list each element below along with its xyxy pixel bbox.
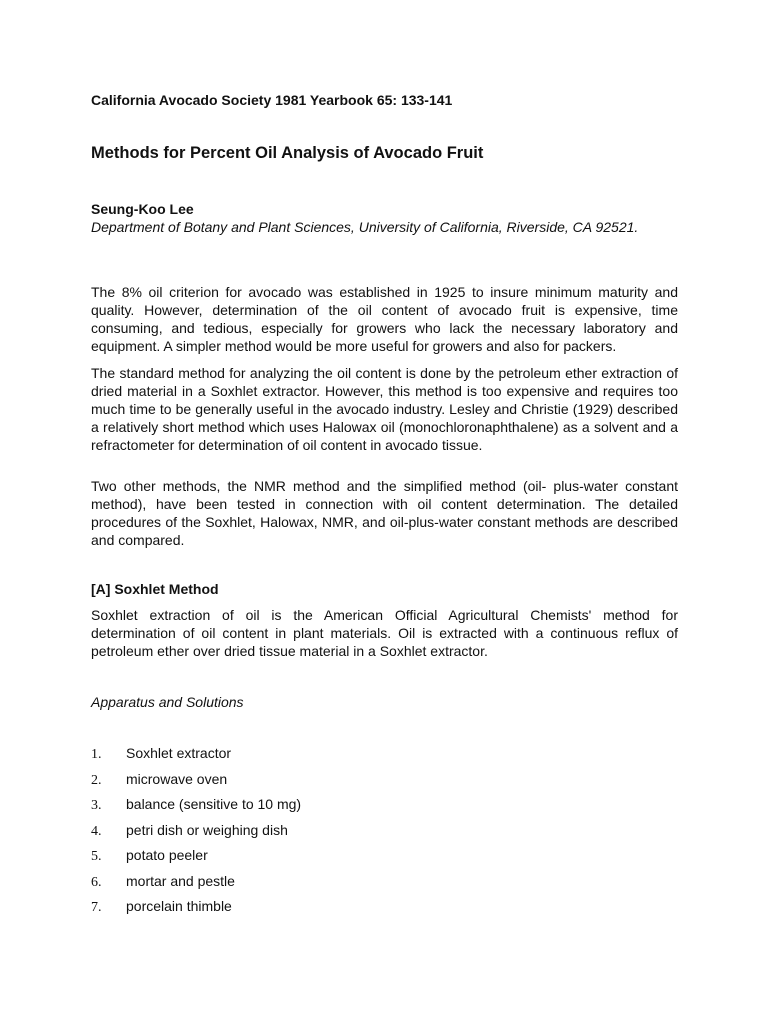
apparatus-subheading: Apparatus and Solutions [91,694,244,710]
journal-citation: California Avocado Society 1981 Yearbook 65: 133-141 [91,92,453,108]
list-item-number: 6. [91,874,102,890]
list-item-text: porcelain thimble [126,898,232,914]
list-item-text: petri dish or weighing dish [126,821,288,838]
intro-paragraph-3: Two other methods, the NMR method and the simplified method (oil- plus-water constant method), have been tested in connection with oil content determination. The detailed procedures of the Soxhlet, Halowax, NMR, and oil-plus-water constant methods are described and compared. [91,478,678,548]
intro-paragraph-2: The standard method for analyzing the oil content is done by the petroleum ether extraction of dried material in a Soxhlet extractor. However, this method is too expensive and requires too much time to be generally useful in the avocado industry. Lesley and Christie (1929) described a relatively short method which uses Halowax oil (monochloronaphthalene) as a solvent and a refractometer for determination of oil content in avocado tissue. [91,365,678,453]
list-item-number: 3. [91,798,102,813]
list-item-text: microwave oven [126,770,228,787]
apparatus-list [91,744,301,923]
list-item-text: Soxhlet extractor [126,745,232,761]
list-item [91,770,301,796]
paper-title: Methods for Percent Oil Analysis of Avocado Fruit [91,144,484,162]
list-item [91,872,301,898]
list-item [91,821,301,847]
list-item [91,795,301,821]
list-item [91,897,301,923]
author-affiliation: Department of Botany and Plant Sciences, University of California, Riverside, CA 92521. [91,219,639,235]
list-item-text: balance (sensitive to 10 mg) [126,796,302,812]
list-item-number: 2. [91,772,102,788]
list-item [91,744,301,770]
list-item-text: potato peeler [126,847,208,863]
list-item-text: mortar and pestle [126,872,235,889]
intro-paragraph-1: The 8% oil criterion for avocado was established in 1925 to insure minimum maturity and quality. However, determination of the oil content of avocado fruit is expensive, time consuming, and tedious, especially for growers who lack the necessary laboratory and equipment. A simpler method would be more useful for growers and also for packers. [91,284,678,354]
author-name: Seung-Koo Lee [91,201,194,217]
section-heading-soxhlet: [A] Soxhlet Method [91,581,219,597]
soxhlet-paragraph: Soxhlet extraction of oil is the American Official Agricultural Chemists' method for determination of oil content in plant materials. Oil is extracted with a continuous reflux of petroleum ether over dried tissue material in a Soxhlet extractor. [91,607,678,659]
list-item-number: 4. [91,823,102,839]
list-item-number: 5. [91,849,102,864]
list-item-number: 1. [91,747,102,762]
list-item-number: 7. [91,900,102,915]
list-item [91,846,301,872]
